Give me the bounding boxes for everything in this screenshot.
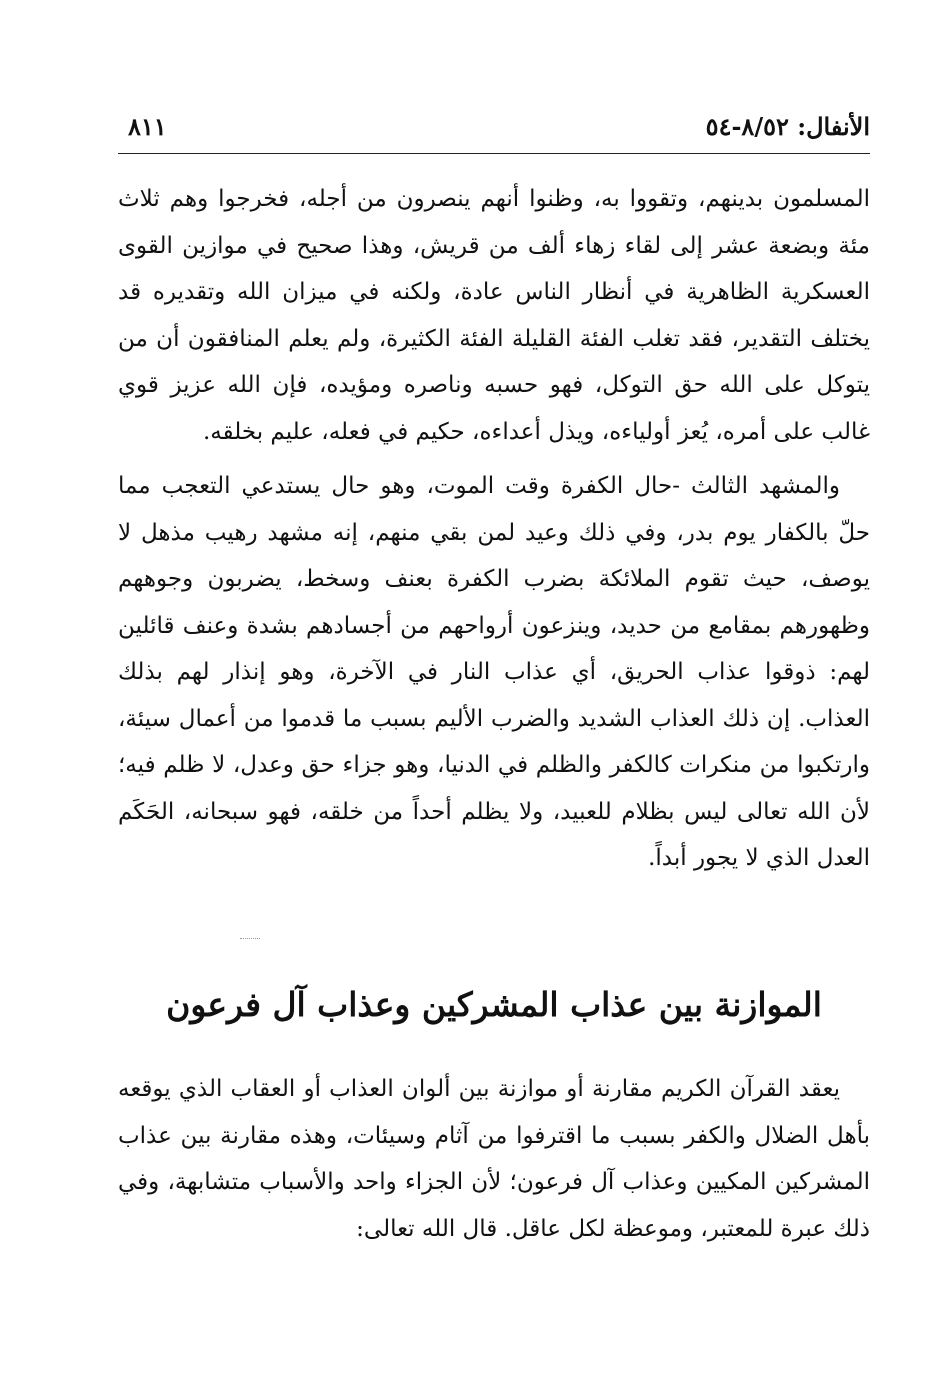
paragraph-comparison: يعقد القرآن الكريم مقارنة أو موازنة بين ألوان العذاب أو العقاب الذي يوقعه بأهل الضلال والكفر بسبب ما اقترفوا من آثام وسيئات، وهذه مقارنة بين عذاب المشركين المكيين وعذاب آل فرعون؛ لأن الجزاء واحد والأسباب متشابهة، وفي ذلك عبرة للمعتبر، وموعظة لكل عاقل. قال الله تعالى: xyxy=(118,1076,870,1242)
section-body xyxy=(118,1066,870,1252)
body-text xyxy=(118,176,870,882)
section-heading: الموازنة بين عذاب المشركين وعذاب آل فرعون xyxy=(166,985,822,1024)
section-separator xyxy=(240,938,260,941)
paragraph-third-scene: والمشهد الثالث -حال الكفرة وقت الموت، وهو حال يستدعي التعجب مما حلّ بالكفار يوم بدر، وفي ذلك وعيد لمن بقي منهم، إنه مشهد رهيب مذهل لا يوصف، حيث تقوم الملائكة بضرب الكفرة بعنف وسخط، يضربون وجوههم وظهورهم بمقامع من حديد، وينزعون أرواحهم من أجسادهم بشدة وعنف قائلين لهم: ذوقوا عذاب الحريق، أي عذاب النار في الآخرة، وهو إنذار لهم بذلك العذاب. إن ذلك العذاب الشديد والضرب الأليم بسبب ما قدموا من أعمال سيئة، وارتكبوا من منكرات كالكفر والظلم في الدنيا، وهو جزاء حق وعدل، لا ظلم فيه؛ لأن الله تعالى ليس بظلام للعبيد، ولا يظلم أحداً من خلقه، فهو سبحانه، الحَكَم العدل الذي لا يجور أبداً. xyxy=(118,473,870,871)
page-number: ٨١١ xyxy=(128,112,167,141)
paragraph-muslims-faith: المسلمون بدينهم، وتقووا به، وظنوا أنهم ينصرون من أجله، فخرجوا وهم ثلاث مئة وبضعة عشر إلى لقاء زهاء ألف من قريش، وهذا صحيح في موازين القوى العسكرية الظاهرية في أنظار الناس عادة، ولكنه في ميزان الله وتقديره قد يختلف التقدير، فقد تغلب الفئة القليلة الفئة الكثيرة، ولم يعلم المنافقون أن من يتوكل على الله حق التوكل، فهو حسبه وناصره ومؤيده، فإن الله عزيز قوي غالب على أمره، يُعز أولياءه، ويذل أعداءه، حكيم في فعله، عليم بخلقه. xyxy=(118,186,870,445)
page-header xyxy=(118,112,870,152)
running-header-surah-reference: الأنفال: ٨/٥٢-٥٤ xyxy=(705,112,870,141)
header-rule xyxy=(118,153,870,154)
